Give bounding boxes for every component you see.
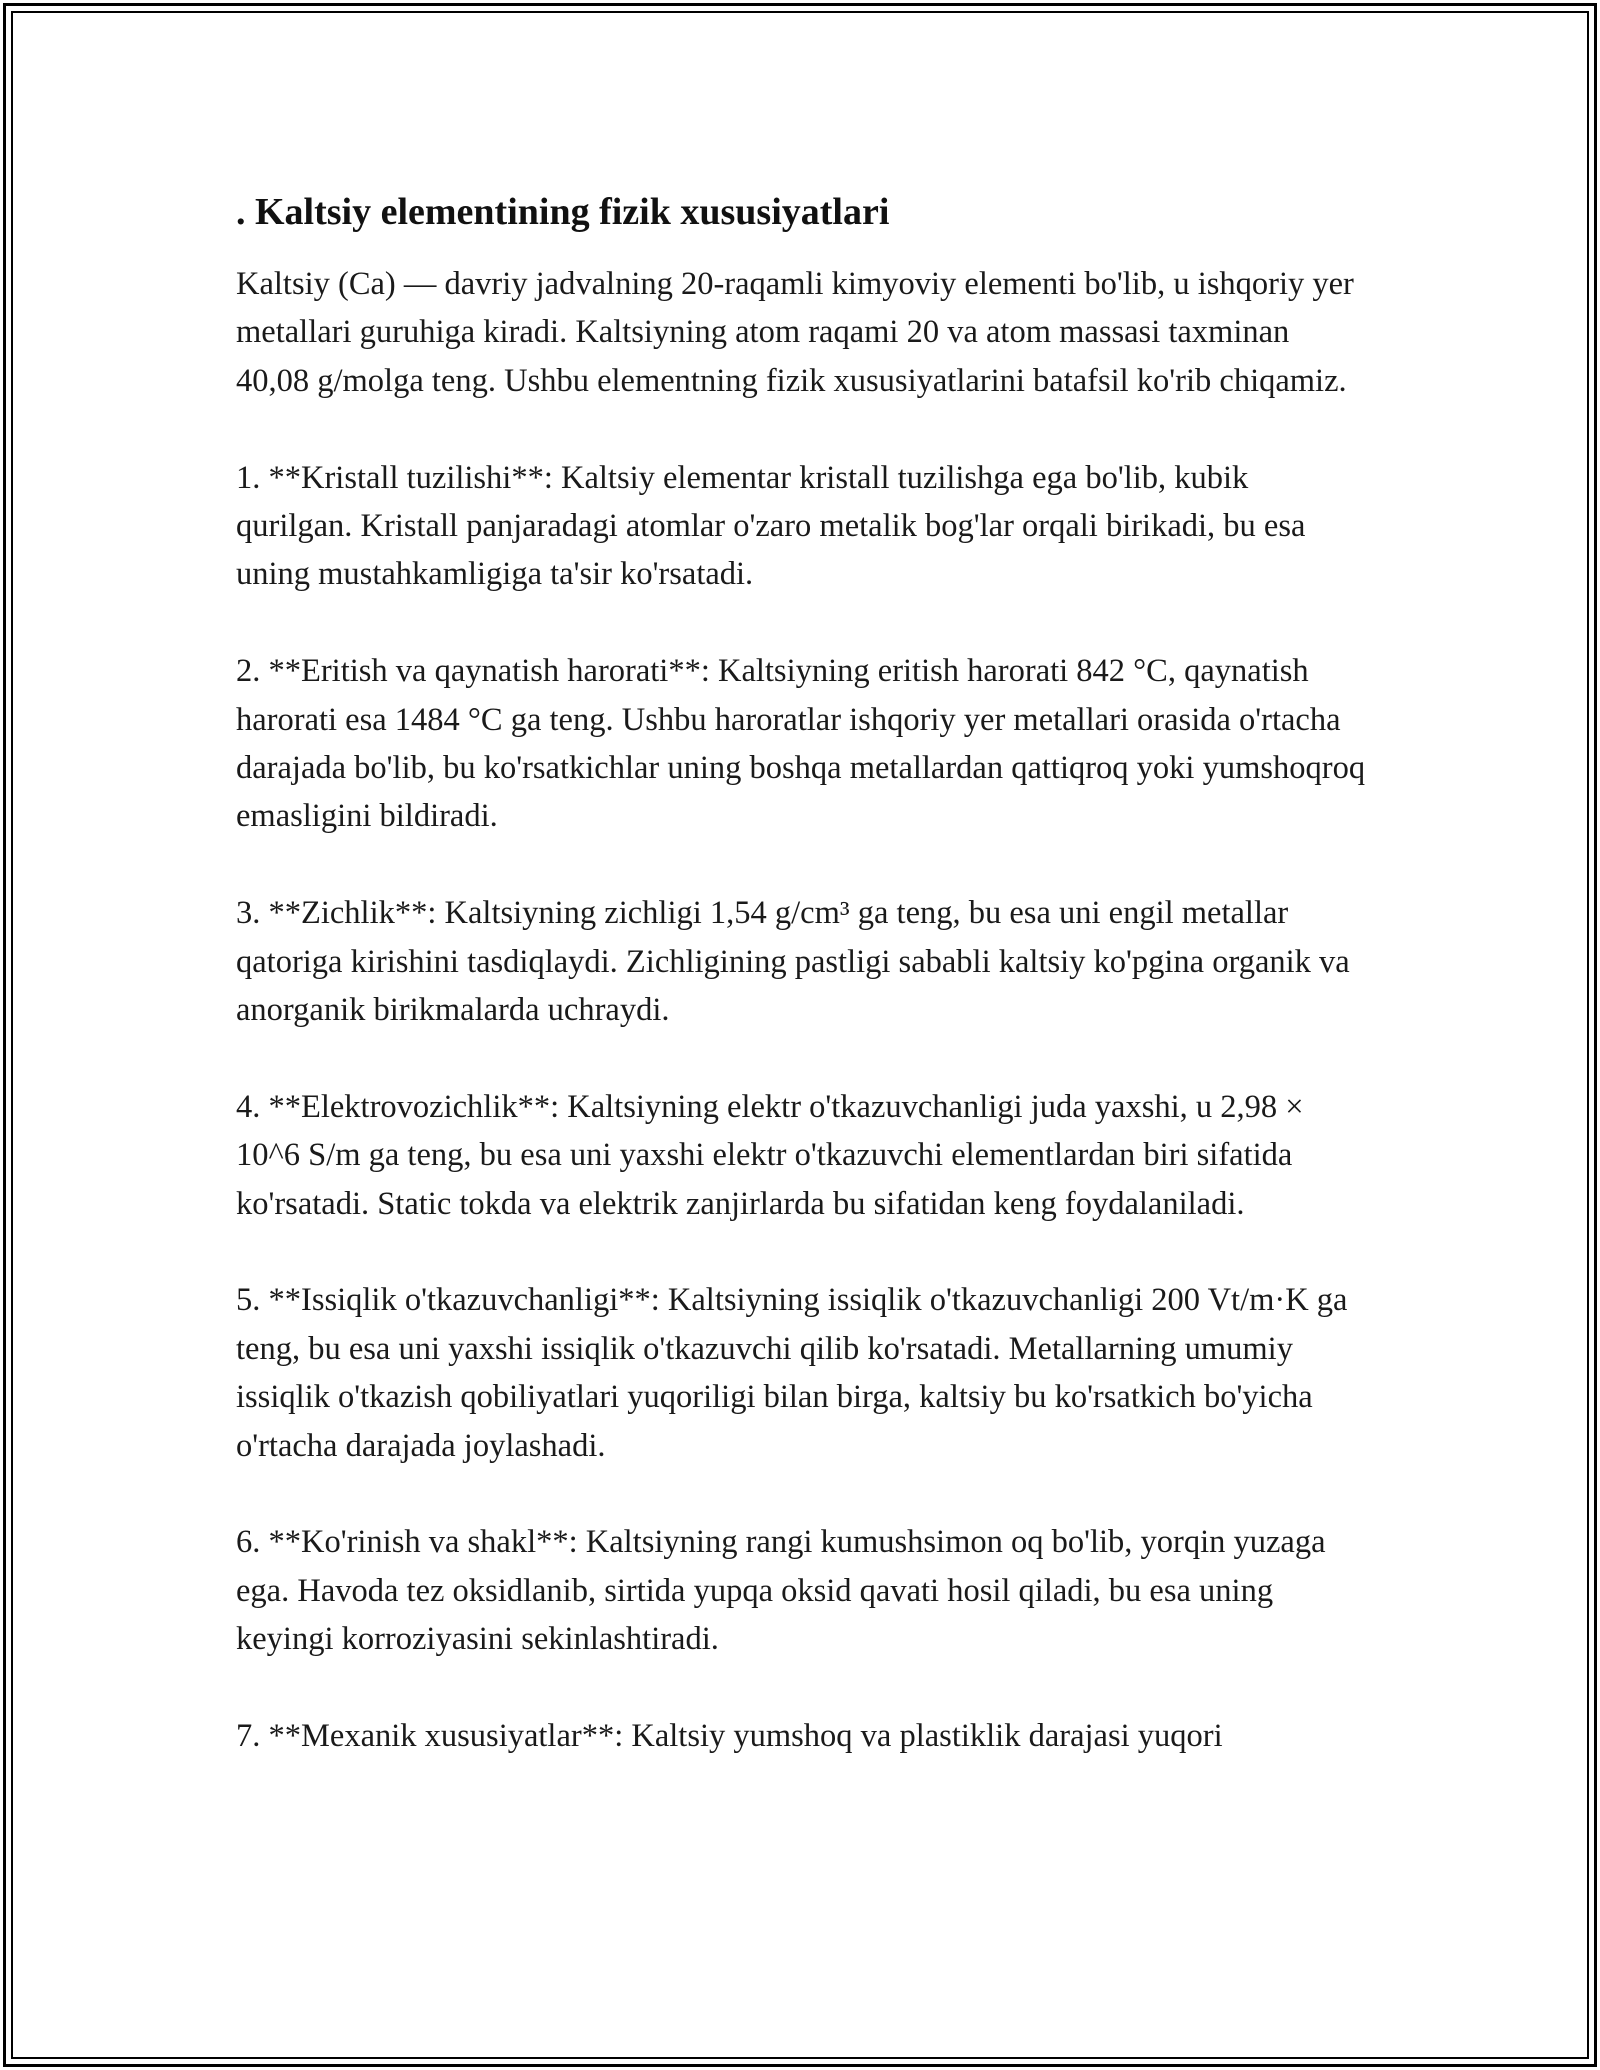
paragraph-thermal-conductivity: 5. **Issiqlik o'tkazuvchanligi**: Kaltsiyning issiqlik o'tkazuvchanligi 200 Vt/m·K ga teng, bu esa uni yaxshi issiqlik o'tkazuvchi qilib ko'rsatadi. Metallarning umumiy issiqlik o'tkazish qobiliyatlari yuqoriligi bilan birga, kaltsiy bu ko'rsatkich bo'yicha o'rtacha darajada joylashadi. (236, 1282, 1348, 1464)
paragraph-crystal-structure: 1. **Kristall tuzilishi**: Kaltsiy elementar kristall tuzilishga ega bo'lib, kubik qurilgan. Kristall panjaradagi atomlar o'zaro metalik bog'lar orqali birikadi, bu esa uning mustahkamligiga ta'sir ko'rsatadi. (236, 459, 1306, 593)
document-body (236, 186, 1366, 1760)
paragraph-electrical-conductivity: 4. **Elektrovozichlik**: Kaltsiyning elektr o'tkazuvchanligi juda yaxshi, u 2,98 × 10^6 S/m ga teng, bu esa uni yaxshi elektr o'tkazuvchi elementlardan biri sifatida ko'rsatadi. Static tokda va elektrik zanjirlarda bu sifatidan keng foydalaniladi. (236, 1088, 1304, 1222)
paragraph-intro: Kaltsiy (Ca) — davriy jadvalning 20-raqamli kimyoviy elementi bo'lib, u ishqoriy yer metallari guruhiga kiradi. Kaltsiyning atom raqami 20 va atom massasi taxminan 40,08 g/molga teng. Ushbu elementning fizik xususiyatlarini batafsil ko'rib chiqamiz. (236, 266, 1354, 399)
paragraph-appearance: 6. **Ko'rinish va shakl**: Kaltsiyning rangi kumushsimon oq bo'lib, yorqin yuzaga ega. Havoda tez oksidlanib, sirtida yupqa oksid qavati hosil qiladi, bu esa uning keyingi korroziyasini sekinlashtiradi. (236, 1524, 1326, 1658)
paragraph-mechanical: 7. **Mexanik xususiyatlar**: Kaltsiy yumshoq va plastiklik darajasi yuqori (236, 1718, 1223, 1755)
paragraph-melting-boiling: 2. **Eritish va qaynatish harorati**: Kaltsiyning eritish harorati 842 °C, qaynatish harorati esa 1484 °C ga teng. Ushbu haroratlar ishqoriy yer metallari orasida o'rtacha darajada bo'lib, bu ko'rsatkichlar uning boshqa metallardan qattiqroq yoki yumshoqroq emasligini bildiradi. (236, 653, 1366, 835)
document-title: . Kaltsiy elementining fizik xususiyatlari (236, 191, 890, 233)
paragraph-density: 3. **Zichlik**: Kaltsiyning zichligi 1,54 g/cm³ ga teng, bu esa uni engil metallar qatoriga kirishini tasdiqlaydi. Zichligining pastligi sababli kaltsiy ko'pgina organik va anorganik birikmalarda uchraydi. (236, 895, 1350, 1029)
